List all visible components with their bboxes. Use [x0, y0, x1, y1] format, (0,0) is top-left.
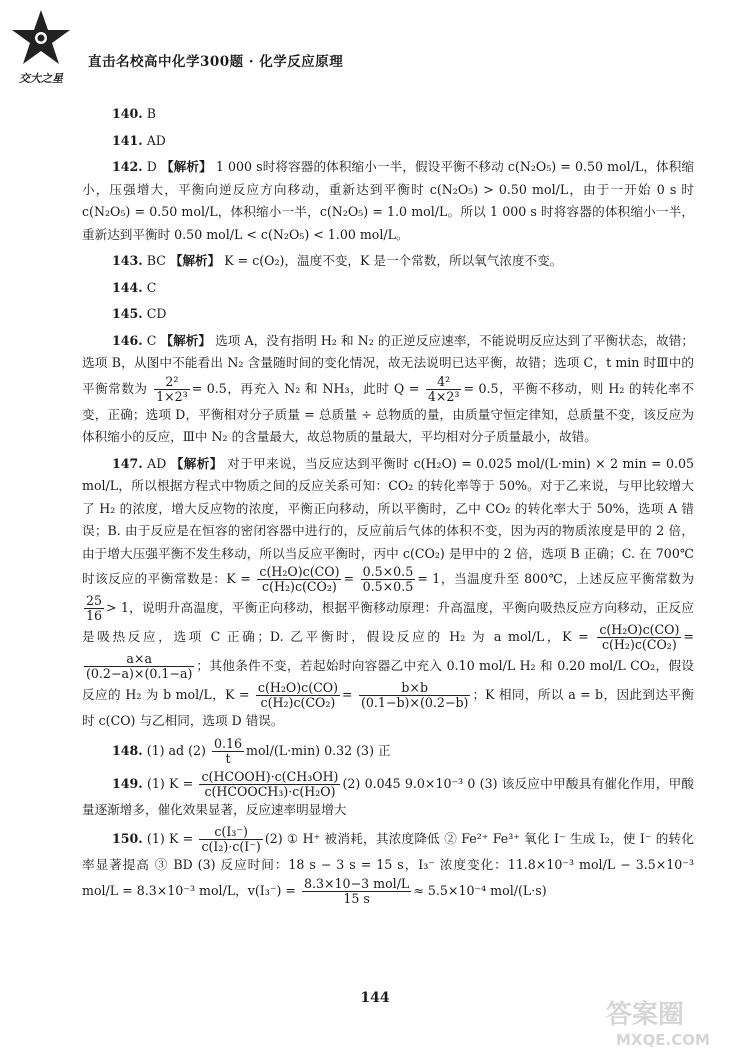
watermark-text: 答案圈 [606, 1000, 685, 1030]
answer-147: 147. AD 【解析】 对于甲来说，当反应达到平衡时 c(H₂O) = 0.025 mol/(L·min) × 2 min = 0.05 mol/L，所以根据方程式中物质之间的反应关系可知：CO₂ 的转化率等于 50%。对于乙来说，与甲比较增大了 H₂ 的浓度，增大反应物的浓度，平衡正向移动，所以平衡时，乙中 CO₂ 的转化率大于 50%，选项 A 错误；B. 由于反应是在恒容的密闭容器中进行的，反应前后气体的体积不变，因为丙的物质浓度是甲的 2 倍，由于增大压强平衡不发生移动，所以当反应平衡时，丙中 c(CO₂) 是甲中的 2 倍，选项 B 正确；C. 在 700℃ 时该反应的平衡常数是：K = $\frac{\text{c(H₂O)c(CO)}}{\text{c(H₂)c(CO₂)}}$ = $\frac{0.5\times 0.5}{0.5\times 0.5}$ = 1，当温度升至 800℃，上述反应平衡常数为 $\frac{25}{16}$ > 1，说明升高温度，平衡正向移动，根据平衡移动原理：升高温度，平衡向吸热反应方向移动，正反应是吸热反应，选项 C 正确；D. 乙平衡时，假设反应的 H₂ 为 a mol/L，K = $\frac{\text{c(H₂O)c(CO)}}{\text{c(H₂)c(CO₂)}}$ = $\frac{a\times a}{(0.2-a)\times(0.1-a)}$ ；其他条件不变，若起始时向容器乙中充入 0.10 mol/L H₂ 和 0.20 mol/L CO₂，假设反应的 H₂ 为 b mol/L，K = $\frac{\text{c(H₂O)c(CO)}}{\text{c(H₂)c(CO₂)}}$ = $\frac{b\times b}{(0.1-b)\times(0.2-b)}$ ；K 相同，所以 a = b，因此到达平衡时 c(CO) 与乙相同，选项 D 错误。 [82, 455, 694, 728]
page-number: 144 [360, 990, 390, 1006]
answer-142: 142. D 【解析】 1 000 s时将容器的体积缩小一半，假设平衡不移动 c(N₂O₅) = 0.50 mol/L，体积缩小，压强增大，平衡向逆反应方向移动，重新达到平衡时 c(N₂O₅) > 0.50 mol/L，由于一开始 0 s 时 c(N₂O₅) = 0.50 mol/L，体积缩小一半，c(N₂O₅) = 1.0 mol/L。所以 1 000 s 时将容器的体积缩小一半，重新达到平衡时 0.50 mol/L < c(N₂O₅) < 1.00 mol/L。 [82, 159, 695, 242]
answer-140: 140. B [112, 106, 156, 121]
page-header [0, 0, 750, 88]
answer-149: 149. (1) K = $\frac{\text{c(HCOOH)·c(CH₃OH)}}{\text{c(HCOOCH₃)·c(H₂O)}}$ (2) 0.045 9.0×10⁻³ 0 (3) 该反应中甲酸具有催化作用，甲酸量逐渐增多，催化效果显著，反应速率明显增大 [82, 768, 694, 817]
fraction: $\frac{\text{4²}}{\text{4×2³}}$ [427, 373, 460, 404]
answer-145: 145. CD [112, 306, 167, 321]
answer-143: 143. BC 【解析】 K = c(O₂)，温度不变，K 是一个常数，所以氧气浓度不变。 [112, 253, 563, 268]
answer-148: 148. (1) ad (2) $\frac{0.16}{t}$ mol/(L·min) 0.32 (3) 正 [112, 735, 391, 766]
fraction: $\frac{0.5\times 0.5}{0.5\times 0.5}$ [362, 564, 414, 594]
header-title: 直击名校高中化学300题 · 化学反应原理 [88, 54, 344, 70]
answer-list [82, 103, 694, 910]
answer-146: 146. C 【解析】 选项 A，没有指明 H₂ 和 N₂ 的正逆反应速率，不能说明反应达到了平衡状态，故错；选项 B，从图中不能看出 N₂ 含量随时间的变化情况，故无法说明已达平衡，故错；选项 C，t min 时Ⅲ中的平衡常数为 $\frac{\text{2²}}{\text{1×2³}}$ = 0.5，再充入 N₂ 和 NH₃，此时 Q = $\frac{\text{4²}}{\text{4×2³}}$ = 0.5，平衡不移动，则 H₂ 的转化率不变，正确；选项 D，平衡相对分子质量 = 总质量 ÷ 总物质的量，由质量守恒定律知，总质量不变，该反应为体积缩小的反应，Ⅲ中 N₂ 的含量最大，故总物质的量最大，平均相对分子质量最小，故错。 [82, 332, 695, 444]
fraction: $\frac{\text{c(HCOOH)·c(CH₃OH)}}{\text{c(HCOOCH₃)·c(H₂O)}}$ [201, 768, 339, 799]
answer-150: 150. (1) K = $\frac{\text{c(I₃⁻)}}{\text{c(I₂)·c(I⁻)}}$ (2) ① H⁺ 被消耗，其浓度降低 ② Fe²⁺ Fe³⁺ 氧化 I⁻ 生成 I₂，使 I⁻ 的转化率显著提高 ③ BD (3) 反应时间：18 s − 3 s = 15 s，I₃⁻ 浓度变化：11.8×10⁻³ mol/L − 3.5×10⁻³ mol/L = 8.3×10⁻³ mol/L，v(I₃⁻) = $\frac{\text{8.3×10−3 mol/L}}{15 s}$ ≈ 5.5×10⁻⁴ mol/(L·s) [82, 824, 694, 906]
logo-text: 交大之星 [19, 72, 63, 85]
fraction: $\frac{\text{2²}}{\text{1×2³}}$ [156, 373, 188, 404]
fraction: $\frac{\text{c(H₂O)c(CO)}}{\text{c(H₂)c(CO₂)}}$ [259, 564, 340, 594]
star-logo-icon [8, 8, 74, 86]
answer-144: 144. C [112, 279, 157, 295]
fraction: $\frac{b\times b}{(0.1-b)\times(0.2-b)}$ [360, 680, 469, 710]
watermark-url: MXQE.COM [616, 1031, 710, 1049]
fraction: $\frac{25}{16}$ [86, 593, 103, 623]
answer-141: 141. AD [112, 132, 166, 148]
fraction: $\frac{a\times a}{(0.2-a)\times(0.1-a)}$ [86, 651, 193, 681]
fraction: $\frac{\text{c(H₂O)c(CO)}}{\text{c(H₂)c(CO₂)}}$ [599, 622, 680, 652]
fraction: $\frac{0.16}{t}$ [213, 735, 243, 766]
watermark-logo [602, 995, 742, 1049]
fraction: $\frac{\text{c(H₂O)c(CO)}}{\text{c(H₂)c(CO₂)}}$ [257, 680, 338, 710]
fraction: $\frac{\text{c(I₃⁻)}}{\text{c(I₂)·c(I⁻)}}$ [201, 824, 261, 854]
fraction: $\frac{\text{8.3×10−3 mol/L}}{15 s}$ [303, 875, 410, 906]
